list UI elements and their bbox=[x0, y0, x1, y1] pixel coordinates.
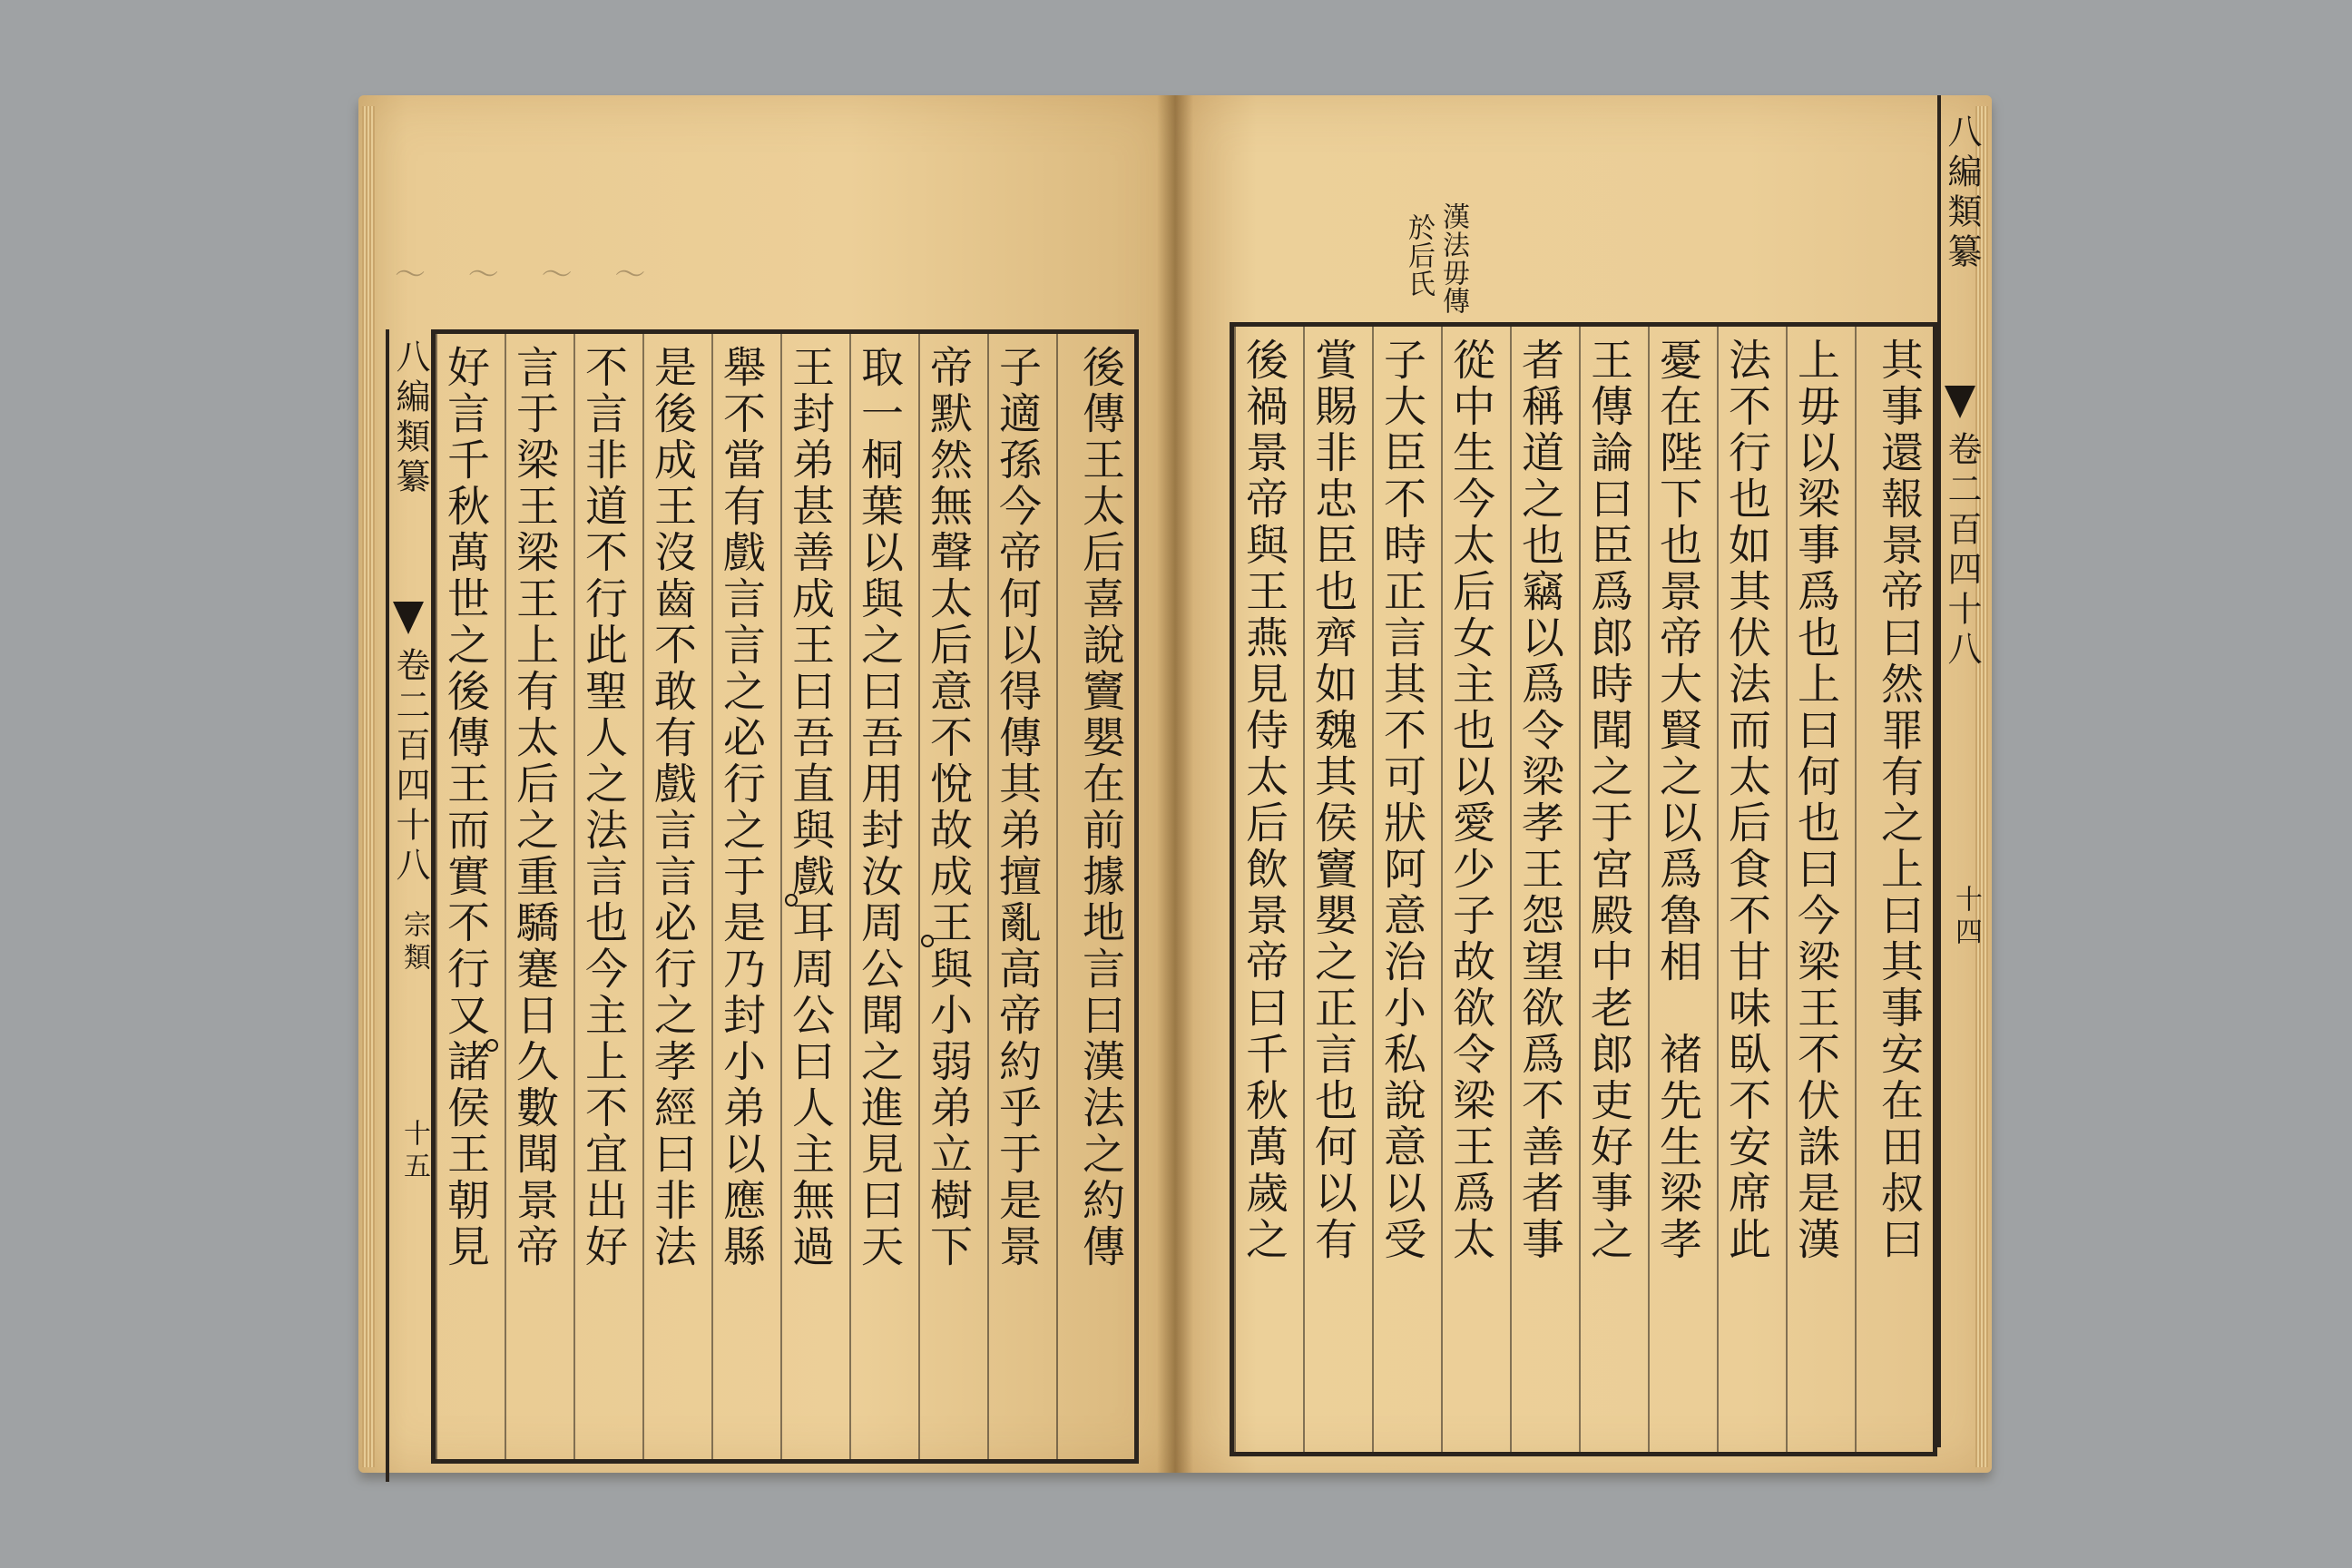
open-book bbox=[358, 95, 1992, 1479]
left-heart-leaf: 十五 bbox=[398, 1119, 430, 1184]
right-column-text: 其事還報景帝曰然罪有之上曰其事安在田叔曰 bbox=[1874, 338, 1924, 1263]
left-column-text: 子適孫今帝何以得傳其弟擅亂高帝約乎于是景 bbox=[992, 345, 1042, 1270]
right-column-text: 後禍景帝與王燕見侍太后飲景帝曰千秋萬歲之 bbox=[1239, 338, 1289, 1263]
right-column bbox=[1717, 327, 1773, 1452]
book-gutter bbox=[1157, 95, 1193, 1473]
right-column-text: 從中生今太后女主也以愛少子故欲令梁王爲太 bbox=[1446, 338, 1495, 1263]
left-page-heart-strip bbox=[386, 329, 431, 1482]
right-text-frame bbox=[1230, 322, 1937, 1456]
left-column-text: 不言非道不行此聖人之法言也今主上不宜出好 bbox=[578, 345, 628, 1270]
left-column bbox=[436, 334, 492, 1459]
left-column-text: 王封弟甚善成王曰吾直與戲耳周公曰人主無過 bbox=[785, 345, 835, 1270]
right-column bbox=[1234, 327, 1290, 1452]
right-column bbox=[1303, 327, 1359, 1452]
left-heart-title: 八編類纂 bbox=[390, 338, 430, 498]
right-page-heart-strip bbox=[1937, 95, 1983, 1447]
left-page-edge bbox=[362, 106, 375, 1467]
left-column-text: 言于梁王梁王上有太后之重驕蹇日久數聞景帝 bbox=[509, 345, 559, 1270]
left-column-text: 舉不當有戲言言之必行之于是乃封小弟以應縣 bbox=[716, 345, 766, 1270]
right-column-text: 子大臣不時正言其不可狀阿意治小私說意以受 bbox=[1377, 338, 1426, 1263]
left-column-text: 後傳王太后喜說竇嬰在前據地言曰漢法之約傳 bbox=[1075, 345, 1125, 1270]
right-heart-leaf: 十四 bbox=[1950, 885, 1982, 950]
left-column-text: 帝默然無聲太后意不悅故成王與小弱弟立樹下 bbox=[923, 345, 973, 1270]
right-heart-title: 八編類纂 bbox=[1942, 113, 1982, 273]
right-column bbox=[1372, 327, 1428, 1452]
right-column bbox=[1579, 327, 1635, 1452]
right-heart-juan: 卷二百四十八 bbox=[1942, 431, 1982, 671]
right-column-text: 者稱道之也竊以爲令梁孝王怨望欲爲不善者事 bbox=[1514, 338, 1564, 1263]
punctuation-circle bbox=[921, 935, 934, 947]
fish-tail-mark bbox=[1945, 386, 1975, 418]
left-column bbox=[987, 334, 1044, 1459]
left-column bbox=[918, 334, 975, 1459]
right-column-text: 賞賜非忠臣也齊如魏其侯竇嬰之正言也何以有 bbox=[1308, 338, 1357, 1263]
right-column-text: 憂在陛下也景帝大賢之以爲魯相 褚先生梁孝 bbox=[1652, 338, 1702, 1263]
left-column bbox=[711, 334, 768, 1459]
left-column-text: 好言千秋萬世之後傳王而實不行又諸侯王朝見 bbox=[440, 345, 490, 1270]
margin-annotation-line: 漢法毋傳 bbox=[1437, 202, 1469, 315]
left-column bbox=[1056, 334, 1127, 1459]
left-page bbox=[358, 95, 1175, 1473]
right-column bbox=[1510, 327, 1566, 1452]
fish-tail-mark bbox=[393, 602, 424, 634]
left-heart-juan: 卷二百四十八 bbox=[390, 647, 430, 887]
left-column bbox=[573, 334, 630, 1459]
left-column bbox=[505, 334, 561, 1459]
right-column bbox=[1786, 327, 1842, 1452]
right-column-text: 法不行也如其伏法而太后食不甘味臥不安席此 bbox=[1721, 338, 1771, 1263]
left-column bbox=[642, 334, 699, 1459]
left-top-bleed: ～ ～ ～ ～ bbox=[395, 257, 662, 293]
right-column bbox=[1855, 327, 1926, 1452]
right-column-text: 上毋以梁事爲也上曰何也曰今梁王不伏誅是漢 bbox=[1790, 338, 1840, 1263]
right-column-text: 王傳論曰臣爲郎時聞之于宮殿中老郎吏好事之 bbox=[1583, 338, 1633, 1263]
punctuation-circle bbox=[485, 1039, 498, 1052]
right-column bbox=[1648, 327, 1704, 1452]
right-page bbox=[1175, 95, 1992, 1473]
left-column-text: 是後成王沒齒不敢有戲言言必行之孝經曰非法 bbox=[647, 345, 697, 1270]
left-column bbox=[849, 334, 906, 1459]
left-column-text: 取一桐葉以與之曰吾用封汝周公聞之進見曰天 bbox=[854, 345, 904, 1270]
right-column bbox=[1441, 327, 1497, 1452]
punctuation-circle bbox=[785, 894, 798, 906]
left-heart-category: 宗類 bbox=[398, 910, 430, 975]
margin-annotation-line: 於后氏 bbox=[1403, 213, 1435, 298]
